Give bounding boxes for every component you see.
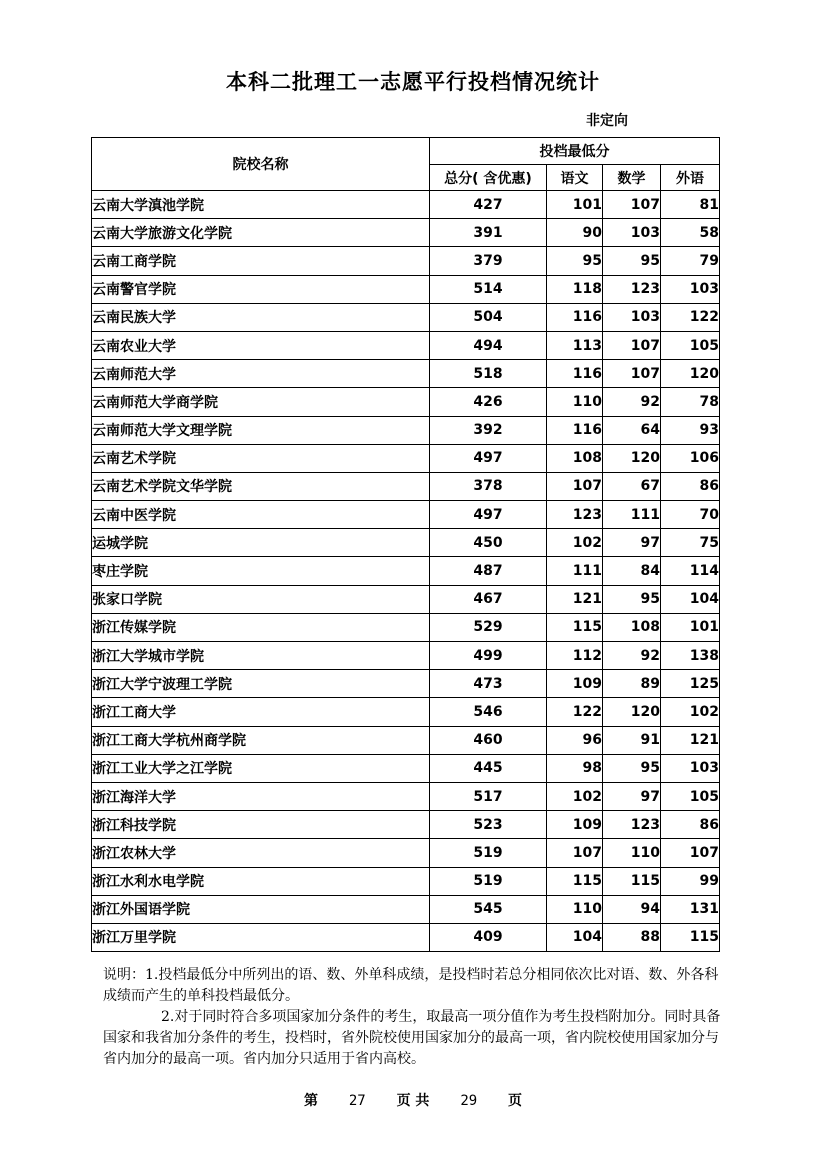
chinese-score-cell: 107: [547, 839, 603, 867]
chinese-score-cell: 118: [547, 275, 603, 303]
footer-suffix: 页: [508, 1093, 523, 1109]
school-name-cell: 浙江农林大学: [92, 839, 430, 867]
foreign-score-cell: 79: [661, 247, 720, 275]
total-score-cell: 450: [430, 529, 547, 557]
math-score-cell: 123: [603, 275, 661, 303]
total-score-cell: 514: [430, 275, 547, 303]
chinese-score-cell: 116: [547, 360, 603, 388]
school-name-cell: 浙江海洋大学: [92, 782, 430, 810]
foreign-score-cell: 114: [661, 557, 720, 585]
total-score-cell: 545: [430, 895, 547, 923]
math-score-cell: 97: [603, 529, 661, 557]
school-name-cell: 张家口学院: [92, 585, 430, 613]
foreign-score-cell: 131: [661, 895, 720, 923]
footer-page-number: 27: [348, 1093, 366, 1109]
header-foreign: 外语: [661, 165, 720, 191]
total-score-cell: 473: [430, 670, 547, 698]
foreign-score-cell: 106: [661, 444, 720, 472]
total-score-cell: 487: [430, 557, 547, 585]
math-score-cell: 123: [603, 811, 661, 839]
total-score-cell: 523: [430, 811, 547, 839]
foreign-score-cell: 115: [661, 923, 720, 951]
school-name-cell: 云南工商学院: [92, 247, 430, 275]
total-score-cell: 497: [430, 501, 547, 529]
school-name-cell: 浙江大学城市学院: [92, 642, 430, 670]
chinese-score-cell: 112: [547, 642, 603, 670]
chinese-score-cell: 110: [547, 388, 603, 416]
chinese-score-cell: 107: [547, 472, 603, 500]
foreign-score-cell: 58: [661, 219, 720, 247]
foreign-score-cell: 86: [661, 472, 720, 500]
math-score-cell: 95: [603, 247, 661, 275]
chinese-score-cell: 95: [547, 247, 603, 275]
foreign-score-cell: 102: [661, 698, 720, 726]
table-row: [92, 670, 720, 698]
math-score-cell: 88: [603, 923, 661, 951]
math-score-cell: 110: [603, 839, 661, 867]
table-row: [92, 839, 720, 867]
table-row: [92, 275, 720, 303]
total-score-cell: 519: [430, 839, 547, 867]
chinese-score-cell: 98: [547, 754, 603, 782]
table-row: [92, 416, 720, 444]
table-row: [92, 472, 720, 500]
math-score-cell: 94: [603, 895, 661, 923]
foreign-score-cell: 125: [661, 670, 720, 698]
foreign-score-cell: 138: [661, 642, 720, 670]
total-score-cell: 445: [430, 754, 547, 782]
total-score-cell: 499: [430, 642, 547, 670]
table-row: [92, 754, 720, 782]
table-row: [92, 219, 720, 247]
total-score-cell: 379: [430, 247, 547, 275]
table-row: [92, 303, 720, 331]
total-score-cell: 518: [430, 360, 547, 388]
total-score-cell: 497: [430, 444, 547, 472]
table-row: [92, 726, 720, 754]
math-score-cell: 120: [603, 698, 661, 726]
header-min-score: 投档最低分: [430, 138, 720, 165]
notes: [103, 965, 729, 1070]
foreign-score-cell: 75: [661, 529, 720, 557]
total-score-cell: 392: [430, 416, 547, 444]
footer-middle: 页 共: [396, 1093, 430, 1109]
foreign-score-cell: 104: [661, 585, 720, 613]
total-score-cell: 409: [430, 923, 547, 951]
foreign-score-cell: 99: [661, 867, 720, 895]
table-row: [92, 501, 720, 529]
math-score-cell: 103: [603, 219, 661, 247]
table-row: [92, 444, 720, 472]
foreign-score-cell: 103: [661, 754, 720, 782]
school-name-cell: 云南师范大学文理学院: [92, 416, 430, 444]
table-row: [92, 923, 720, 951]
total-score-cell: 378: [430, 472, 547, 500]
page-footer: [0, 1090, 826, 1110]
chinese-score-cell: 102: [547, 782, 603, 810]
total-score-cell: 504: [430, 303, 547, 331]
school-name-cell: 云南艺术学院文华学院: [92, 472, 430, 500]
chinese-score-cell: 109: [547, 811, 603, 839]
school-name-cell: 浙江大学宁波理工学院: [92, 670, 430, 698]
chinese-score-cell: 111: [547, 557, 603, 585]
foreign-score-cell: 86: [661, 811, 720, 839]
foreign-score-cell: 105: [661, 331, 720, 359]
school-name-cell: 云南师范大学商学院: [92, 388, 430, 416]
score-table: [91, 137, 720, 952]
school-name-cell: 浙江工商大学: [92, 698, 430, 726]
school-name-cell: 云南中医学院: [92, 501, 430, 529]
school-name-cell: 云南师范大学: [92, 360, 430, 388]
school-name-cell: 云南大学滇池学院: [92, 191, 430, 219]
school-name-cell: 云南农业大学: [92, 331, 430, 359]
school-name-cell: 云南艺术学院: [92, 444, 430, 472]
math-score-cell: 107: [603, 360, 661, 388]
chinese-score-cell: 122: [547, 698, 603, 726]
school-name-cell: 浙江外国语学院: [92, 895, 430, 923]
foreign-score-cell: 81: [661, 191, 720, 219]
total-score-cell: 546: [430, 698, 547, 726]
table-row: [92, 331, 720, 359]
school-name-cell: 云南警官学院: [92, 275, 430, 303]
total-score-cell: 426: [430, 388, 547, 416]
table-row: [92, 613, 720, 641]
header-math: 数学: [603, 165, 661, 191]
chinese-score-cell: 109: [547, 670, 603, 698]
school-name-cell: 运城学院: [92, 529, 430, 557]
footer-prefix: 第: [303, 1093, 318, 1109]
note-2: 2.对于同时符合多项国家加分条件的考生，取最高一项分值作为考生投档附加分。同时具备国家和我省加分条件的考生，投档时，省外院校使用国家加分的最高一项，省内院校使用国家加分与省内加分的最高一项。省内加分只适用于省内高校。: [103, 1009, 721, 1067]
school-name-cell: 云南民族大学: [92, 303, 430, 331]
school-name-cell: 浙江水利水电学院: [92, 867, 430, 895]
school-name-cell: 浙江科技学院: [92, 811, 430, 839]
math-score-cell: 107: [603, 331, 661, 359]
math-score-cell: 84: [603, 557, 661, 585]
note-1: 说明：1.投档最低分中所列出的语、数、外单科成绩，是投档时若总分相同依次比对语、数、外各科成绩而产生的单科投档最低分。: [103, 967, 719, 1004]
table-row: [92, 642, 720, 670]
math-score-cell: 120: [603, 444, 661, 472]
math-score-cell: 95: [603, 754, 661, 782]
table-row: [92, 529, 720, 557]
total-score-cell: 494: [430, 331, 547, 359]
header-total: 总分( 含优惠): [430, 165, 547, 191]
math-score-cell: 107: [603, 191, 661, 219]
header-school-name: 院校名称: [92, 138, 430, 191]
total-score-cell: 391: [430, 219, 547, 247]
table-row: [92, 867, 720, 895]
school-name-cell: 枣庄学院: [92, 557, 430, 585]
total-score-cell: 427: [430, 191, 547, 219]
total-score-cell: 519: [430, 867, 547, 895]
math-score-cell: 108: [603, 613, 661, 641]
chinese-score-cell: 104: [547, 923, 603, 951]
foreign-score-cell: 93: [661, 416, 720, 444]
school-name-cell: 云南大学旅游文化学院: [92, 219, 430, 247]
school-name-cell: 浙江工业大学之江学院: [92, 754, 430, 782]
foreign-score-cell: 105: [661, 782, 720, 810]
chinese-score-cell: 115: [547, 867, 603, 895]
math-score-cell: 103: [603, 303, 661, 331]
total-score-cell: 460: [430, 726, 547, 754]
table-row: [92, 698, 720, 726]
chinese-score-cell: 116: [547, 416, 603, 444]
table-row: [92, 360, 720, 388]
math-score-cell: 92: [603, 642, 661, 670]
page-title: 本科二批理工一志愿平行投档情况统计: [226, 70, 600, 94]
foreign-score-cell: 120: [661, 360, 720, 388]
chinese-score-cell: 115: [547, 613, 603, 641]
math-score-cell: 92: [603, 388, 661, 416]
table-row: [92, 388, 720, 416]
table-row: [92, 811, 720, 839]
chinese-score-cell: 90: [547, 219, 603, 247]
table-row: [92, 895, 720, 923]
page-subtitle: 非定向: [586, 113, 628, 129]
school-name-cell: 浙江工商大学杭州商学院: [92, 726, 430, 754]
chinese-score-cell: 116: [547, 303, 603, 331]
foreign-score-cell: 121: [661, 726, 720, 754]
table-row: [92, 585, 720, 613]
school-name-cell: 浙江传媒学院: [92, 613, 430, 641]
table-row: [92, 247, 720, 275]
foreign-score-cell: 103: [661, 275, 720, 303]
total-score-cell: 467: [430, 585, 547, 613]
chinese-score-cell: 113: [547, 331, 603, 359]
chinese-score-cell: 110: [547, 895, 603, 923]
chinese-score-cell: 102: [547, 529, 603, 557]
total-score-cell: 529: [430, 613, 547, 641]
table-row: [92, 782, 720, 810]
math-score-cell: 91: [603, 726, 661, 754]
chinese-score-cell: 121: [547, 585, 603, 613]
math-score-cell: 64: [603, 416, 661, 444]
foreign-score-cell: 78: [661, 388, 720, 416]
footer-total-pages: 29: [460, 1093, 478, 1109]
math-score-cell: 89: [603, 670, 661, 698]
chinese-score-cell: 108: [547, 444, 603, 472]
math-score-cell: 111: [603, 501, 661, 529]
math-score-cell: 95: [603, 585, 661, 613]
table-row: [92, 191, 720, 219]
chinese-score-cell: 101: [547, 191, 603, 219]
math-score-cell: 97: [603, 782, 661, 810]
math-score-cell: 115: [603, 867, 661, 895]
foreign-score-cell: 107: [661, 839, 720, 867]
chinese-score-cell: 123: [547, 501, 603, 529]
header-chinese: 语文: [547, 165, 603, 191]
foreign-score-cell: 122: [661, 303, 720, 331]
math-score-cell: 67: [603, 472, 661, 500]
total-score-cell: 517: [430, 782, 547, 810]
foreign-score-cell: 101: [661, 613, 720, 641]
school-name-cell: 浙江万里学院: [92, 923, 430, 951]
foreign-score-cell: 70: [661, 501, 720, 529]
table-row: [92, 557, 720, 585]
chinese-score-cell: 96: [547, 726, 603, 754]
